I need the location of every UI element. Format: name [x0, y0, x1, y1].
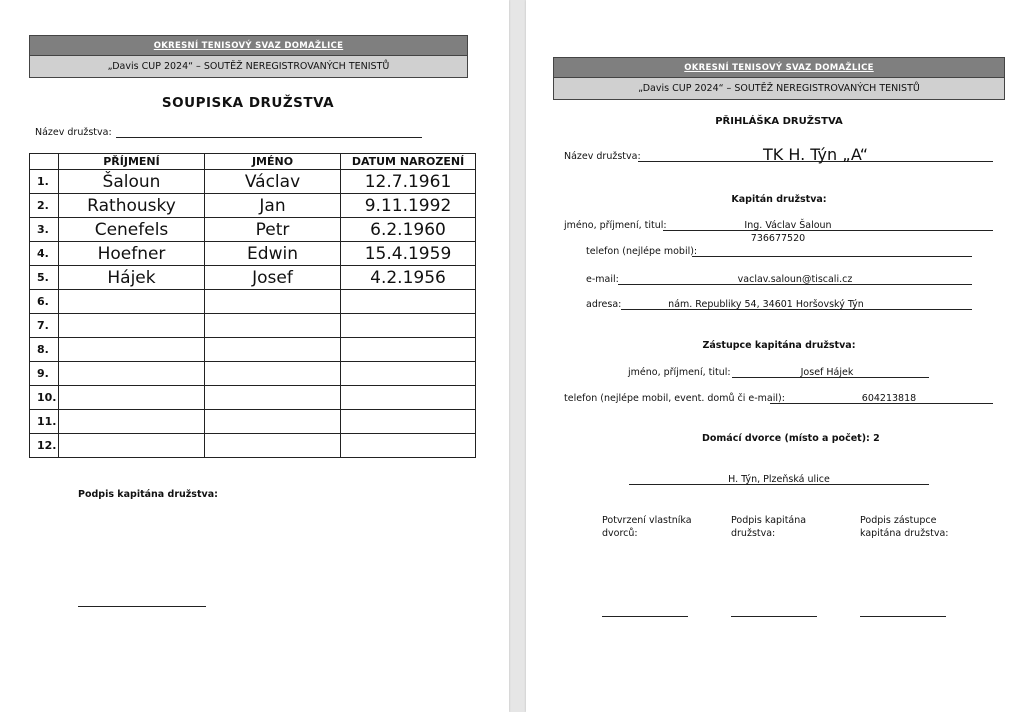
dob-cell: 6.2.1960 — [341, 218, 476, 242]
row-number: 7. — [30, 314, 59, 338]
captain-phone-line — [692, 256, 972, 257]
dob-cell: 15.4.1959 — [341, 242, 476, 266]
row-number: 4. — [30, 242, 59, 266]
captain-phone-value: 736677520 — [750, 233, 806, 244]
courts-label-text: Domácí dvorce (místo a počet): — [702, 433, 870, 444]
table-row — [30, 218, 476, 242]
email-label: e-mail: — [586, 274, 619, 285]
name-header: JMÉNO — [205, 154, 341, 170]
name-cell: Petr — [205, 218, 341, 242]
table-row — [30, 410, 476, 434]
surname-cell — [59, 362, 205, 386]
courts-value: H. Týn, Plzeňská ulice — [728, 474, 830, 485]
header-competition: „Davis CUP 2024“ – SOUTĚŽ NEREGISTROVANÝCH TENISTŮ — [554, 77, 1004, 99]
dob-cell — [341, 290, 476, 314]
team-name-line — [116, 137, 422, 138]
table-row — [30, 194, 476, 218]
table-row — [30, 290, 476, 314]
num-header — [30, 154, 59, 170]
surname-cell: Cenefels — [59, 218, 205, 242]
name-cell: Josef — [205, 266, 341, 290]
name-cell: Jan — [205, 194, 341, 218]
application-page — [526, 0, 1036, 712]
deputy-phone-value: 604213818 — [861, 393, 917, 404]
table-row — [30, 266, 476, 290]
header-box — [553, 57, 1005, 100]
table-row — [30, 362, 476, 386]
table-row — [30, 386, 476, 410]
name-cell — [205, 338, 341, 362]
courts-count: 2 — [873, 433, 880, 444]
captain-phone-label: telefon (nejlépe mobil): — [586, 246, 698, 257]
surname-cell: Hoefner — [59, 242, 205, 266]
surname-cell — [59, 290, 205, 314]
team-name-label: Název družstva: — [35, 127, 112, 138]
table-row — [30, 434, 476, 458]
surname-cell: Hájek — [59, 266, 205, 290]
row-number: 5. — [30, 266, 59, 290]
surname-header: PŘÍJMENÍ — [59, 154, 205, 170]
name-cell — [205, 434, 341, 458]
deputy-signature-label: Podpis zástupce kapitána družstva: — [860, 515, 949, 539]
team-name-value: TK H. Týn „A“ — [762, 145, 868, 164]
row-number: 6. — [30, 290, 59, 314]
name-cell: Václav — [205, 170, 341, 194]
deputy-name-value: Josef Hájek — [800, 367, 854, 378]
row-number: 1. — [30, 170, 59, 194]
name-cell — [205, 314, 341, 338]
row-number: 11. — [30, 410, 59, 434]
dob-cell — [341, 386, 476, 410]
dob-cell: 4.2.1956 — [341, 266, 476, 290]
deputy-phone-label: telefon (nejlépe mobil, event. domů či e-mail): — [564, 393, 785, 404]
dob-cell — [341, 410, 476, 434]
table-row — [30, 170, 476, 194]
table-header-row — [30, 154, 476, 170]
address-value: nám. Republiky 54, 34601 Horšovský Týn — [668, 299, 864, 310]
captain-signature-label: Podpis kapitána družstva: — [78, 489, 218, 500]
row-number: 10. — [30, 386, 59, 410]
surname-cell — [59, 386, 205, 410]
page-title: SOUPISKA DRUŽSTVA — [161, 95, 335, 111]
row-number: 12. — [30, 434, 59, 458]
table-row — [30, 242, 476, 266]
table-row — [30, 314, 476, 338]
roster-table — [29, 153, 476, 458]
owner-signature-line — [602, 616, 688, 617]
header-org: OKRESNÍ TENISOVÝ SVAZ DOMAŽLICE — [30, 36, 467, 55]
captain-signature-line — [731, 616, 817, 617]
dob-cell: 12.7.1961 — [341, 170, 476, 194]
name-cell — [205, 362, 341, 386]
surname-cell: Rathousky — [59, 194, 205, 218]
name-cell — [205, 290, 341, 314]
team-name-label: Název družstva: — [564, 151, 641, 162]
deputy-signature-line — [860, 616, 946, 617]
page-title: PŘIHLÁŠKA DRUŽSTVA — [715, 116, 843, 127]
courts-label — [702, 433, 880, 444]
roster-page — [0, 0, 509, 712]
captain-name-label: jméno, příjmení, titul: — [564, 220, 667, 231]
row-number: 9. — [30, 362, 59, 386]
dob-cell: 9.11.1992 — [341, 194, 476, 218]
row-number: 8. — [30, 338, 59, 362]
name-cell: Edwin — [205, 242, 341, 266]
dob-cell — [341, 434, 476, 458]
header-box — [29, 35, 468, 78]
captain-signature-label: Podpis kapitána družstva: — [731, 515, 807, 539]
dob-cell — [341, 314, 476, 338]
captain-heading: Kapitán družstva: — [731, 194, 827, 205]
name-cell — [205, 410, 341, 434]
surname-cell — [59, 410, 205, 434]
dob-cell — [341, 362, 476, 386]
surname-cell: Šaloun — [59, 170, 205, 194]
captain-name-value: Ing. Václav Šaloun — [744, 220, 832, 231]
surname-cell — [59, 434, 205, 458]
header-org: OKRESNÍ TENISOVÝ SVAZ DOMAŽLICE — [554, 58, 1004, 77]
row-number: 3. — [30, 218, 59, 242]
deputy-heading: Zástupce kapitána družstva: — [702, 340, 856, 351]
dob-cell — [341, 338, 476, 362]
name-cell — [205, 386, 341, 410]
surname-cell — [59, 338, 205, 362]
dob-header: DATUM NAROZENÍ — [341, 154, 476, 170]
surname-cell — [59, 314, 205, 338]
captain-signature-line — [78, 606, 206, 607]
row-number: 2. — [30, 194, 59, 218]
deputy-name-label: jméno, příjmení, titul: — [628, 367, 731, 378]
email-value: vaclav.saloun@tiscali.cz — [737, 274, 853, 285]
address-label: adresa: — [586, 299, 622, 310]
header-competition: „Davis CUP 2024“ – SOUTĚŽ NEREGISTROVANÝCH TENISTŮ — [30, 55, 467, 77]
table-row — [30, 338, 476, 362]
owner-signature-label: Potvrzení vlastníka dvorců: — [602, 515, 692, 539]
